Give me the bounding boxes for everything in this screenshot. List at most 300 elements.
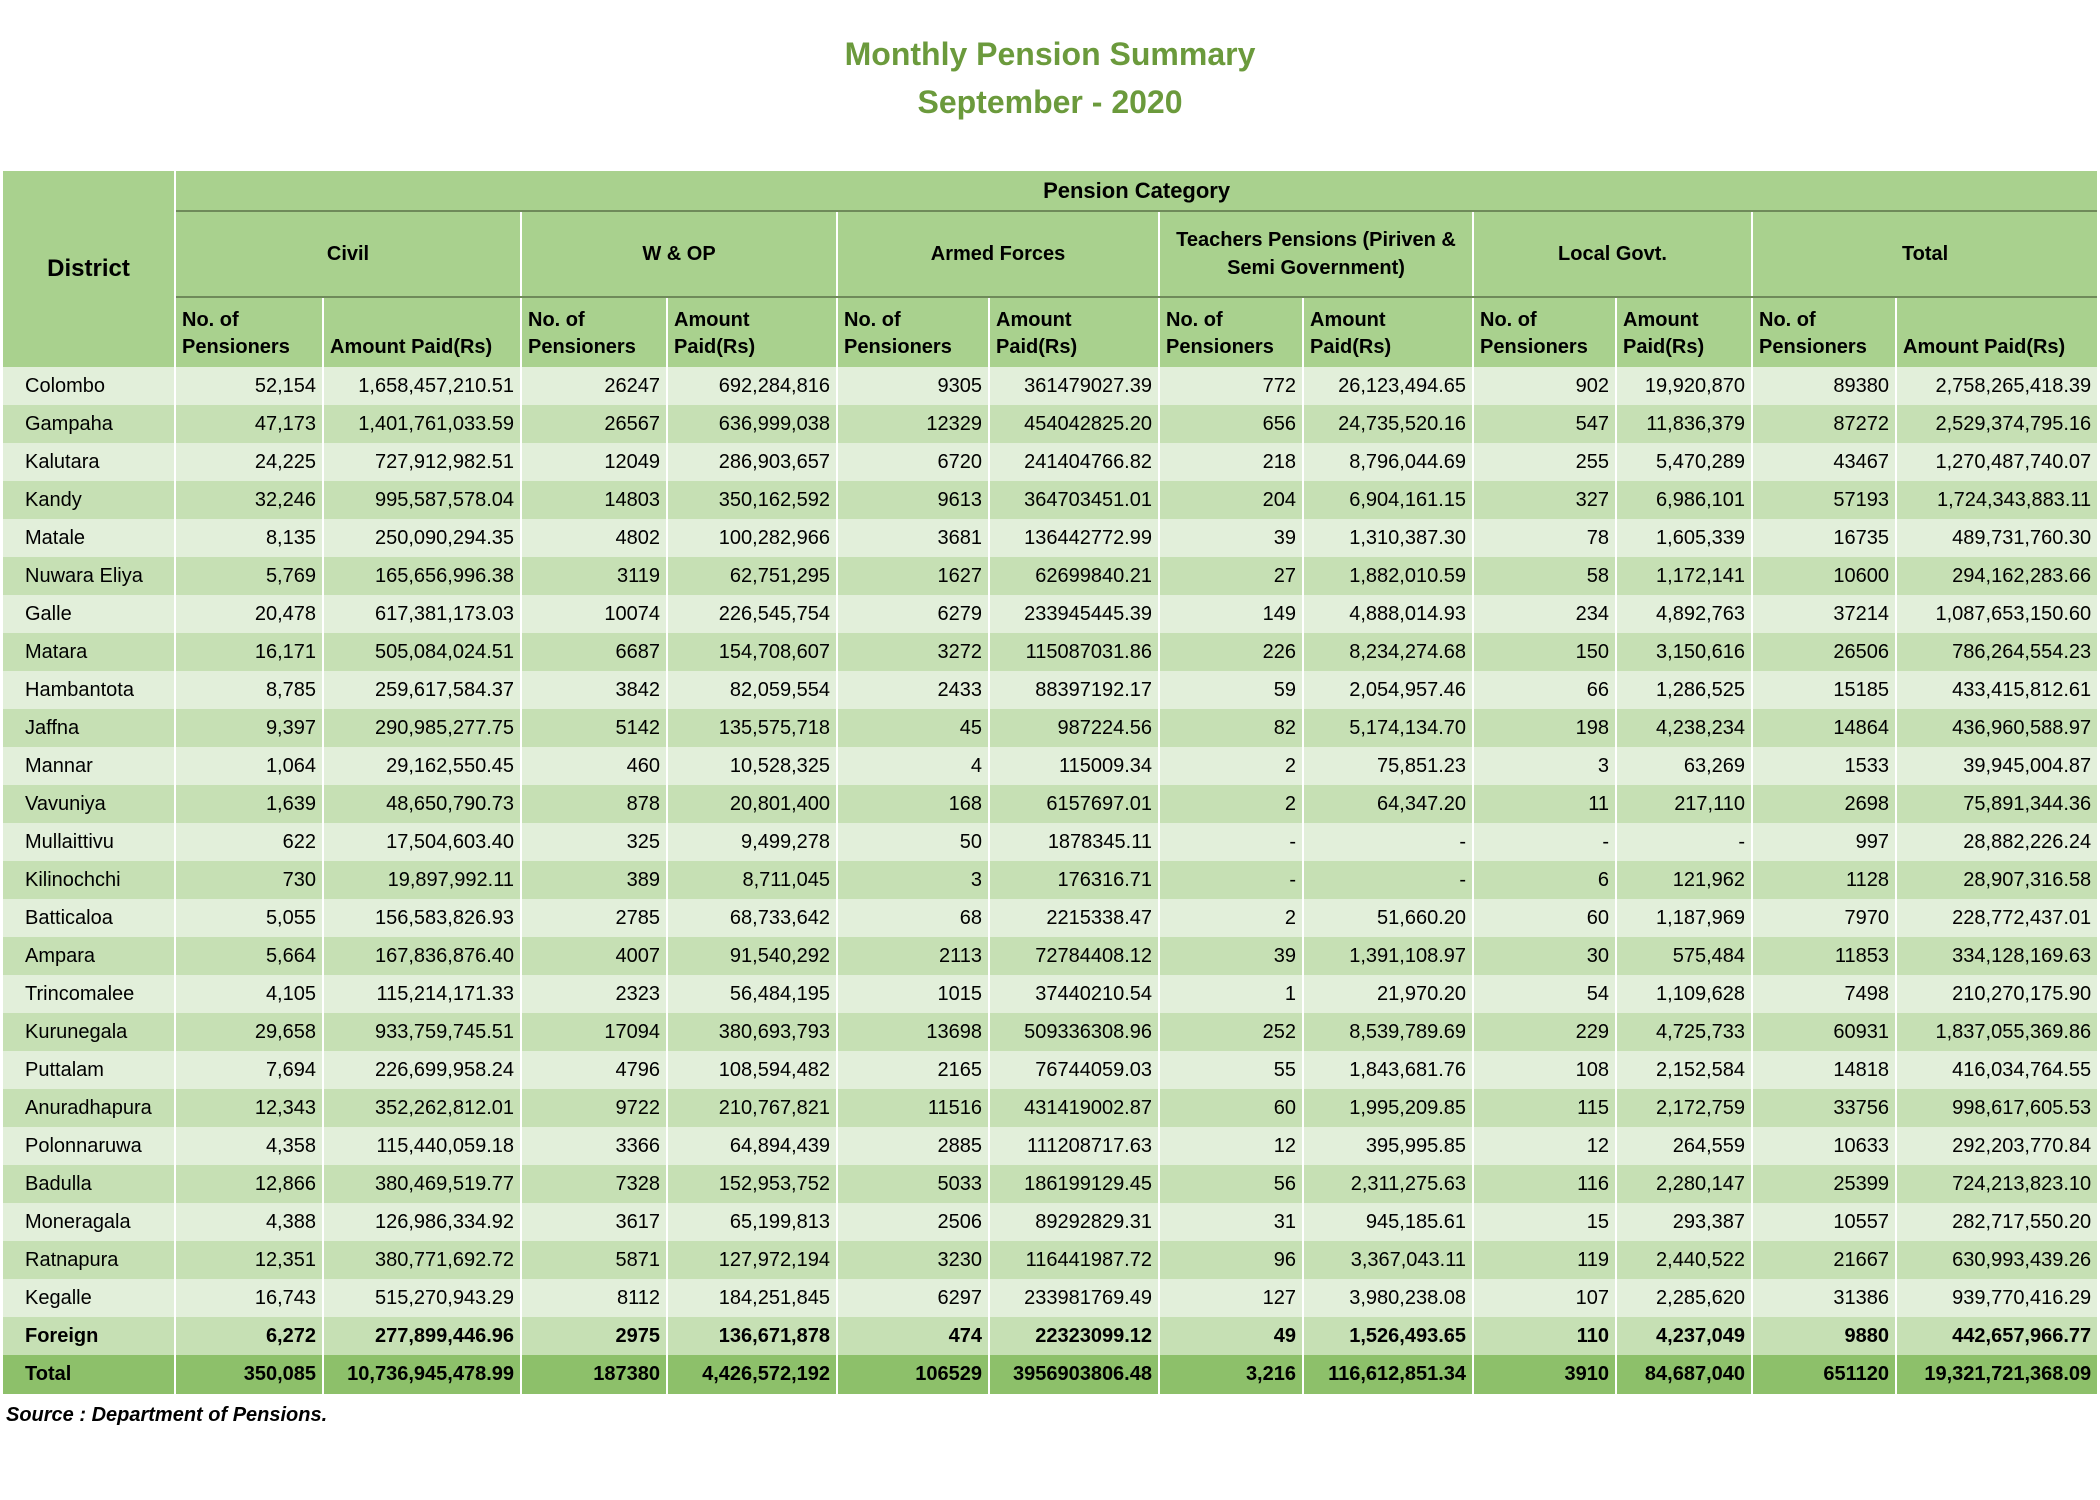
value-cell: 489,731,760.30 xyxy=(1896,519,2097,557)
value-cell: 5142 xyxy=(521,709,667,747)
header-amount-paid: Amount Paid(Rs) xyxy=(1303,297,1473,367)
value-cell: 9613 xyxy=(837,481,989,519)
value-cell: 9305 xyxy=(837,367,989,405)
value-cell: 57193 xyxy=(1752,481,1896,519)
value-cell: 327 xyxy=(1473,481,1616,519)
value-cell: 66 xyxy=(1473,671,1616,709)
value-cell: 82 xyxy=(1159,709,1303,747)
value-cell: 12,343 xyxy=(175,1089,323,1127)
value-cell: 65,199,813 xyxy=(667,1203,837,1241)
district-cell: Total xyxy=(3,1355,175,1394)
value-cell: 19,920,870 xyxy=(1616,367,1752,405)
value-cell: 56,484,195 xyxy=(667,975,837,1013)
value-cell: 730 xyxy=(175,861,323,899)
value-cell: 24,735,520.16 xyxy=(1303,405,1473,443)
value-cell: 902 xyxy=(1473,367,1616,405)
table-row xyxy=(3,1203,2097,1241)
value-cell: 135,575,718 xyxy=(667,709,837,747)
value-cell: 12,351 xyxy=(175,1241,323,1279)
value-cell: 76744059.03 xyxy=(989,1051,1159,1089)
value-cell: 33756 xyxy=(1752,1089,1896,1127)
district-cell: Kurunegala xyxy=(3,1013,175,1051)
value-cell: 19,321,721,368.09 xyxy=(1896,1355,2097,1394)
value-cell: 282,717,550.20 xyxy=(1896,1203,2097,1241)
value-cell: 3230 xyxy=(837,1241,989,1279)
value-cell: - xyxy=(1303,861,1473,899)
value-cell: 433,415,812.61 xyxy=(1896,671,2097,709)
value-cell: 26567 xyxy=(521,405,667,443)
value-cell: 68 xyxy=(837,899,989,937)
value-cell: 8,785 xyxy=(175,671,323,709)
value-cell: 88397192.17 xyxy=(989,671,1159,709)
value-cell: 5,470,289 xyxy=(1616,443,1752,481)
value-cell: 264,559 xyxy=(1616,1127,1752,1165)
value-cell: 26506 xyxy=(1752,633,1896,671)
value-cell: 772 xyxy=(1159,367,1303,405)
value-cell: 29,658 xyxy=(175,1013,323,1051)
value-cell: 8,135 xyxy=(175,519,323,557)
value-cell: 241404766.82 xyxy=(989,443,1159,481)
header-pension-category: Pension Category xyxy=(175,171,2097,211)
table-row xyxy=(3,671,2097,709)
value-cell: - xyxy=(1159,823,1303,861)
value-cell: 2785 xyxy=(521,899,667,937)
value-cell: 1,270,487,740.07 xyxy=(1896,443,2097,481)
value-cell: 2 xyxy=(1159,785,1303,823)
value-cell: 116,612,851.34 xyxy=(1303,1355,1473,1394)
value-cell: 692,284,816 xyxy=(667,367,837,405)
table-row xyxy=(3,405,2097,443)
value-cell: 31 xyxy=(1159,1203,1303,1241)
value-cell: 4802 xyxy=(521,519,667,557)
value-cell: 39 xyxy=(1159,937,1303,975)
value-cell: 5,769 xyxy=(175,557,323,595)
value-cell: 2323 xyxy=(521,975,667,1013)
value-cell: 108 xyxy=(1473,1051,1616,1089)
value-cell: 2975 xyxy=(521,1317,667,1355)
value-cell: 15185 xyxy=(1752,671,1896,709)
table-row xyxy=(3,367,2097,405)
value-cell: 115087031.86 xyxy=(989,633,1159,671)
value-cell: 3681 xyxy=(837,519,989,557)
table-row xyxy=(3,481,2097,519)
value-cell: - xyxy=(1159,861,1303,899)
value-cell: 7,694 xyxy=(175,1051,323,1089)
value-cell: 210,270,175.90 xyxy=(1896,975,2097,1013)
value-cell: 10074 xyxy=(521,595,667,633)
value-cell: 14803 xyxy=(521,481,667,519)
header-group-total: Total xyxy=(1752,211,2097,297)
district-cell: Jaffna xyxy=(3,709,175,747)
value-cell: 58 xyxy=(1473,557,1616,595)
value-cell: 325 xyxy=(521,823,667,861)
value-cell: 8112 xyxy=(521,1279,667,1317)
value-cell: 233981769.49 xyxy=(989,1279,1159,1317)
value-cell: 2 xyxy=(1159,899,1303,937)
value-cell: 13698 xyxy=(837,1013,989,1051)
value-cell: 226,545,754 xyxy=(667,595,837,633)
value-cell: 3,367,043.11 xyxy=(1303,1241,1473,1279)
value-cell: 2,311,275.63 xyxy=(1303,1165,1473,1203)
value-cell: 352,262,812.01 xyxy=(323,1089,521,1127)
table-row xyxy=(3,1241,2097,1279)
value-cell: 115,440,059.18 xyxy=(323,1127,521,1165)
value-cell: 1627 xyxy=(837,557,989,595)
district-cell: Nuwara Eliya xyxy=(3,557,175,595)
value-cell: 165,656,996.38 xyxy=(323,557,521,595)
value-cell: 3617 xyxy=(521,1203,667,1241)
value-cell: 4,388 xyxy=(175,1203,323,1241)
district-cell: Kegalle xyxy=(3,1279,175,1317)
value-cell: 2,172,759 xyxy=(1616,1089,1752,1127)
value-cell: 292,203,770.84 xyxy=(1896,1127,2097,1165)
table-row xyxy=(3,975,2097,1013)
header-amount-paid: Amount Paid(Rs) xyxy=(1896,297,2097,367)
value-cell: 515,270,943.29 xyxy=(323,1279,521,1317)
value-cell: 39 xyxy=(1159,519,1303,557)
table-row xyxy=(3,1013,2097,1051)
value-cell: 3956903806.48 xyxy=(989,1355,1159,1394)
value-cell: 187380 xyxy=(521,1355,667,1394)
value-cell: 11 xyxy=(1473,785,1616,823)
value-cell: 37214 xyxy=(1752,595,1896,633)
value-cell: 350,085 xyxy=(175,1355,323,1394)
value-cell: 8,711,045 xyxy=(667,861,837,899)
value-cell: 21,970.20 xyxy=(1303,975,1473,1013)
value-cell: 4,725,733 xyxy=(1616,1013,1752,1051)
value-cell: 575,484 xyxy=(1616,937,1752,975)
value-cell: 4007 xyxy=(521,937,667,975)
value-cell: 54 xyxy=(1473,975,1616,1013)
value-cell: 1,172,141 xyxy=(1616,557,1752,595)
value-cell: 20,478 xyxy=(175,595,323,633)
value-cell: 259,617,584.37 xyxy=(323,671,521,709)
value-cell: 136442772.99 xyxy=(989,519,1159,557)
value-cell: 2165 xyxy=(837,1051,989,1089)
value-cell: 933,759,745.51 xyxy=(323,1013,521,1051)
value-cell: 361479027.39 xyxy=(989,367,1159,405)
value-cell: 3,216 xyxy=(1159,1355,1303,1394)
value-cell: 252 xyxy=(1159,1013,1303,1051)
value-cell: 12,866 xyxy=(175,1165,323,1203)
value-cell: 4,892,763 xyxy=(1616,595,1752,633)
district-cell: Batticaloa xyxy=(3,899,175,937)
value-cell: 72784408.12 xyxy=(989,937,1159,975)
value-cell: 68,733,642 xyxy=(667,899,837,937)
value-cell: 127 xyxy=(1159,1279,1303,1317)
header-no-of-pensioners: No. of Pensioners xyxy=(1473,297,1616,367)
value-cell: 6,986,101 xyxy=(1616,481,1752,519)
district-cell: Badulla xyxy=(3,1165,175,1203)
table-row xyxy=(3,1279,2097,1317)
district-cell: Galle xyxy=(3,595,175,633)
value-cell: 1,724,343,883.11 xyxy=(1896,481,2097,519)
value-cell: 1,639 xyxy=(175,785,323,823)
value-cell: 617,381,173.03 xyxy=(323,595,521,633)
value-cell: 217,110 xyxy=(1616,785,1752,823)
value-cell: 460 xyxy=(521,747,667,785)
value-cell: 878 xyxy=(521,785,667,823)
value-cell: 7970 xyxy=(1752,899,1896,937)
value-cell: 50 xyxy=(837,823,989,861)
value-cell: 1,882,010.59 xyxy=(1303,557,1473,595)
value-cell: 228,772,437.01 xyxy=(1896,899,2097,937)
value-cell: 1,658,457,210.51 xyxy=(323,367,521,405)
value-cell: 3119 xyxy=(521,557,667,595)
value-cell: 293,387 xyxy=(1616,1203,1752,1241)
value-cell: 121,962 xyxy=(1616,861,1752,899)
value-cell: 107 xyxy=(1473,1279,1616,1317)
value-cell: 12 xyxy=(1473,1127,1616,1165)
value-cell: 1,995,209.85 xyxy=(1303,1089,1473,1127)
value-cell: 210,767,821 xyxy=(667,1089,837,1127)
value-cell: 1,187,969 xyxy=(1616,899,1752,937)
value-cell: 48,650,790.73 xyxy=(323,785,521,823)
district-cell: Gampaha xyxy=(3,405,175,443)
value-cell: 656 xyxy=(1159,405,1303,443)
value-cell: 152,953,752 xyxy=(667,1165,837,1203)
value-cell: 204 xyxy=(1159,481,1303,519)
value-cell: 3,980,238.08 xyxy=(1303,1279,1473,1317)
table-row xyxy=(3,1317,2097,1355)
value-cell: 10,736,945,478.99 xyxy=(323,1355,521,1394)
value-cell: 6,272 xyxy=(175,1317,323,1355)
value-cell: 350,162,592 xyxy=(667,481,837,519)
header-district: District xyxy=(3,171,175,367)
value-cell: 786,264,554.23 xyxy=(1896,633,2097,671)
value-cell: 1,391,108.97 xyxy=(1303,937,1473,975)
value-cell: 91,540,292 xyxy=(667,937,837,975)
value-cell: 380,469,519.77 xyxy=(323,1165,521,1203)
value-cell: 286,903,657 xyxy=(667,443,837,481)
header-amount-paid: Amount Paid(Rs) xyxy=(323,297,521,367)
header-amount-paid: Amount Paid(Rs) xyxy=(667,297,837,367)
value-cell: 62,751,295 xyxy=(667,557,837,595)
value-cell: 84,687,040 xyxy=(1616,1355,1752,1394)
value-cell: 184,251,845 xyxy=(667,1279,837,1317)
table-row xyxy=(3,823,2097,861)
value-cell: 380,693,793 xyxy=(667,1013,837,1051)
value-cell: 6 xyxy=(1473,861,1616,899)
value-cell: 1128 xyxy=(1752,861,1896,899)
table-row xyxy=(3,709,2097,747)
value-cell: 14864 xyxy=(1752,709,1896,747)
value-cell: 4,237,049 xyxy=(1616,1317,1752,1355)
value-cell: 1015 xyxy=(837,975,989,1013)
value-cell: 7328 xyxy=(521,1165,667,1203)
value-cell: 89380 xyxy=(1752,367,1896,405)
value-cell: 7498 xyxy=(1752,975,1896,1013)
value-cell: 19,897,992.11 xyxy=(323,861,521,899)
value-cell: 59 xyxy=(1159,671,1303,709)
value-cell: 2,440,522 xyxy=(1616,1241,1752,1279)
value-cell: 168 xyxy=(837,785,989,823)
table-row xyxy=(3,747,2097,785)
value-cell: - xyxy=(1616,823,1752,861)
header-group-civil: Civil xyxy=(175,211,521,297)
value-cell: 5,055 xyxy=(175,899,323,937)
value-cell: 8,539,789.69 xyxy=(1303,1013,1473,1051)
value-cell: 636,999,038 xyxy=(667,405,837,443)
value-cell: 89292829.31 xyxy=(989,1203,1159,1241)
value-cell: 2215338.47 xyxy=(989,899,1159,937)
district-cell: Ampara xyxy=(3,937,175,975)
value-cell: 724,213,823.10 xyxy=(1896,1165,2097,1203)
value-cell: 11853 xyxy=(1752,937,1896,975)
header-no-of-pensioners: No. of Pensioners xyxy=(1752,297,1896,367)
total-row xyxy=(3,1355,2097,1394)
value-cell: 12329 xyxy=(837,405,989,443)
value-cell: 234 xyxy=(1473,595,1616,633)
table-row xyxy=(3,861,2097,899)
value-cell: 24,225 xyxy=(175,443,323,481)
value-cell: 4796 xyxy=(521,1051,667,1089)
value-cell: 454042825.20 xyxy=(989,405,1159,443)
value-cell: 2885 xyxy=(837,1127,989,1165)
value-cell: 294,162,283.66 xyxy=(1896,557,2097,595)
value-cell: 25399 xyxy=(1752,1165,1896,1203)
value-cell: 505,084,024.51 xyxy=(323,633,521,671)
value-cell: 1,286,525 xyxy=(1616,671,1752,709)
value-cell: 4,888,014.93 xyxy=(1303,595,1473,633)
table-row xyxy=(3,595,2097,633)
value-cell: 100,282,966 xyxy=(667,519,837,557)
value-cell: 26,123,494.65 xyxy=(1303,367,1473,405)
district-cell: Kilinochchi xyxy=(3,861,175,899)
value-cell: 167,836,876.40 xyxy=(323,937,521,975)
value-cell: 1,605,339 xyxy=(1616,519,1752,557)
district-cell: Hambantota xyxy=(3,671,175,709)
value-cell: 651120 xyxy=(1752,1355,1896,1394)
value-cell: 1,064 xyxy=(175,747,323,785)
value-cell: 14818 xyxy=(1752,1051,1896,1089)
value-cell: 186199129.45 xyxy=(989,1165,1159,1203)
value-cell: 4,358 xyxy=(175,1127,323,1165)
value-cell: 4,105 xyxy=(175,975,323,1013)
value-cell: 154,708,607 xyxy=(667,633,837,671)
value-cell: 198 xyxy=(1473,709,1616,747)
value-cell: 6720 xyxy=(837,443,989,481)
value-cell: 116 xyxy=(1473,1165,1616,1203)
value-cell: 20,801,400 xyxy=(667,785,837,823)
value-cell: 156,583,826.93 xyxy=(323,899,521,937)
value-cell: 26247 xyxy=(521,367,667,405)
value-cell: 8,234,274.68 xyxy=(1303,633,1473,671)
header-group-w-op: W & OP xyxy=(521,211,837,297)
value-cell: 29,162,550.45 xyxy=(323,747,521,785)
value-cell: 75,851.23 xyxy=(1303,747,1473,785)
value-cell: 17,504,603.40 xyxy=(323,823,521,861)
value-cell: 3 xyxy=(837,861,989,899)
value-cell: 64,347.20 xyxy=(1303,785,1473,823)
district-cell: Matara xyxy=(3,633,175,671)
header-group-local-govt: Local Govt. xyxy=(1473,211,1752,297)
value-cell: 3842 xyxy=(521,671,667,709)
table-row xyxy=(3,443,2097,481)
value-cell: 939,770,416.29 xyxy=(1896,1279,2097,1317)
value-cell: 8,796,044.69 xyxy=(1303,443,1473,481)
value-cell: 2698 xyxy=(1752,785,1896,823)
value-cell: 987224.56 xyxy=(989,709,1159,747)
value-cell: 149 xyxy=(1159,595,1303,633)
table-row xyxy=(3,1165,2097,1203)
value-cell: 82,059,554 xyxy=(667,671,837,709)
value-cell: 5871 xyxy=(521,1241,667,1279)
district-cell: Vavuniya xyxy=(3,785,175,823)
district-cell: Anuradhapura xyxy=(3,1089,175,1127)
value-cell: 6,904,161.15 xyxy=(1303,481,1473,519)
header-group-armed-forces: Armed Forces xyxy=(837,211,1159,297)
value-cell: 1,401,761,033.59 xyxy=(323,405,521,443)
value-cell: 334,128,169.63 xyxy=(1896,937,2097,975)
header-no-of-pensioners: No. of Pensioners xyxy=(837,297,989,367)
table-row xyxy=(3,1127,2097,1165)
value-cell: 12 xyxy=(1159,1127,1303,1165)
value-cell: 62699840.21 xyxy=(989,557,1159,595)
value-cell: 1533 xyxy=(1752,747,1896,785)
source-note: Source : Department of Pensions. xyxy=(6,1404,328,1426)
value-cell: 250,090,294.35 xyxy=(323,519,521,557)
value-cell: 3 xyxy=(1473,747,1616,785)
value-cell: 106529 xyxy=(837,1355,989,1394)
value-cell: 96 xyxy=(1159,1241,1303,1279)
value-cell: 108,594,482 xyxy=(667,1051,837,1089)
value-cell: 43467 xyxy=(1752,443,1896,481)
value-cell: 30 xyxy=(1473,937,1616,975)
value-cell: 21667 xyxy=(1752,1241,1896,1279)
value-cell: 547 xyxy=(1473,405,1616,443)
header-group-teachers: Teachers Pensions (Piriven & Semi Government) xyxy=(1159,211,1473,297)
value-cell: 49 xyxy=(1159,1317,1303,1355)
value-cell: 32,246 xyxy=(175,481,323,519)
table-row xyxy=(3,1051,2097,1089)
value-cell: 2,152,584 xyxy=(1616,1051,1752,1089)
value-cell: 10633 xyxy=(1752,1127,1896,1165)
value-cell: 150 xyxy=(1473,633,1616,671)
value-cell: 945,185.61 xyxy=(1303,1203,1473,1241)
value-cell: 9,397 xyxy=(175,709,323,747)
value-cell: 380,771,692.72 xyxy=(323,1241,521,1279)
value-cell: 11516 xyxy=(837,1089,989,1127)
value-cell: 277,899,446.96 xyxy=(323,1317,521,1355)
value-cell: 115009.34 xyxy=(989,747,1159,785)
district-cell: Matale xyxy=(3,519,175,557)
value-cell: 2 xyxy=(1159,747,1303,785)
value-cell: 3366 xyxy=(521,1127,667,1165)
value-cell: 17094 xyxy=(521,1013,667,1051)
value-cell: 998,617,605.53 xyxy=(1896,1089,2097,1127)
value-cell: 995,587,578.04 xyxy=(323,481,521,519)
value-cell: 4,426,572,192 xyxy=(667,1355,837,1394)
value-cell: 136,671,878 xyxy=(667,1317,837,1355)
value-cell: 22323099.12 xyxy=(989,1317,1159,1355)
value-cell: 176316.71 xyxy=(989,861,1159,899)
value-cell: 727,912,982.51 xyxy=(323,443,521,481)
value-cell: 364703451.01 xyxy=(989,481,1159,519)
value-cell: 6157697.01 xyxy=(989,785,1159,823)
table-row xyxy=(3,785,2097,823)
value-cell: 52,154 xyxy=(175,367,323,405)
table-row xyxy=(3,557,2097,595)
pension-summary-table xyxy=(3,171,2097,1394)
value-cell: 2433 xyxy=(837,671,989,709)
value-cell: 1,837,055,369.86 xyxy=(1896,1013,2097,1051)
value-cell: 28,882,226.24 xyxy=(1896,823,2097,861)
value-cell: 442,657,966.77 xyxy=(1896,1317,2097,1355)
value-cell: 290,985,277.75 xyxy=(323,709,521,747)
district-cell: Mannar xyxy=(3,747,175,785)
value-cell: 218 xyxy=(1159,443,1303,481)
